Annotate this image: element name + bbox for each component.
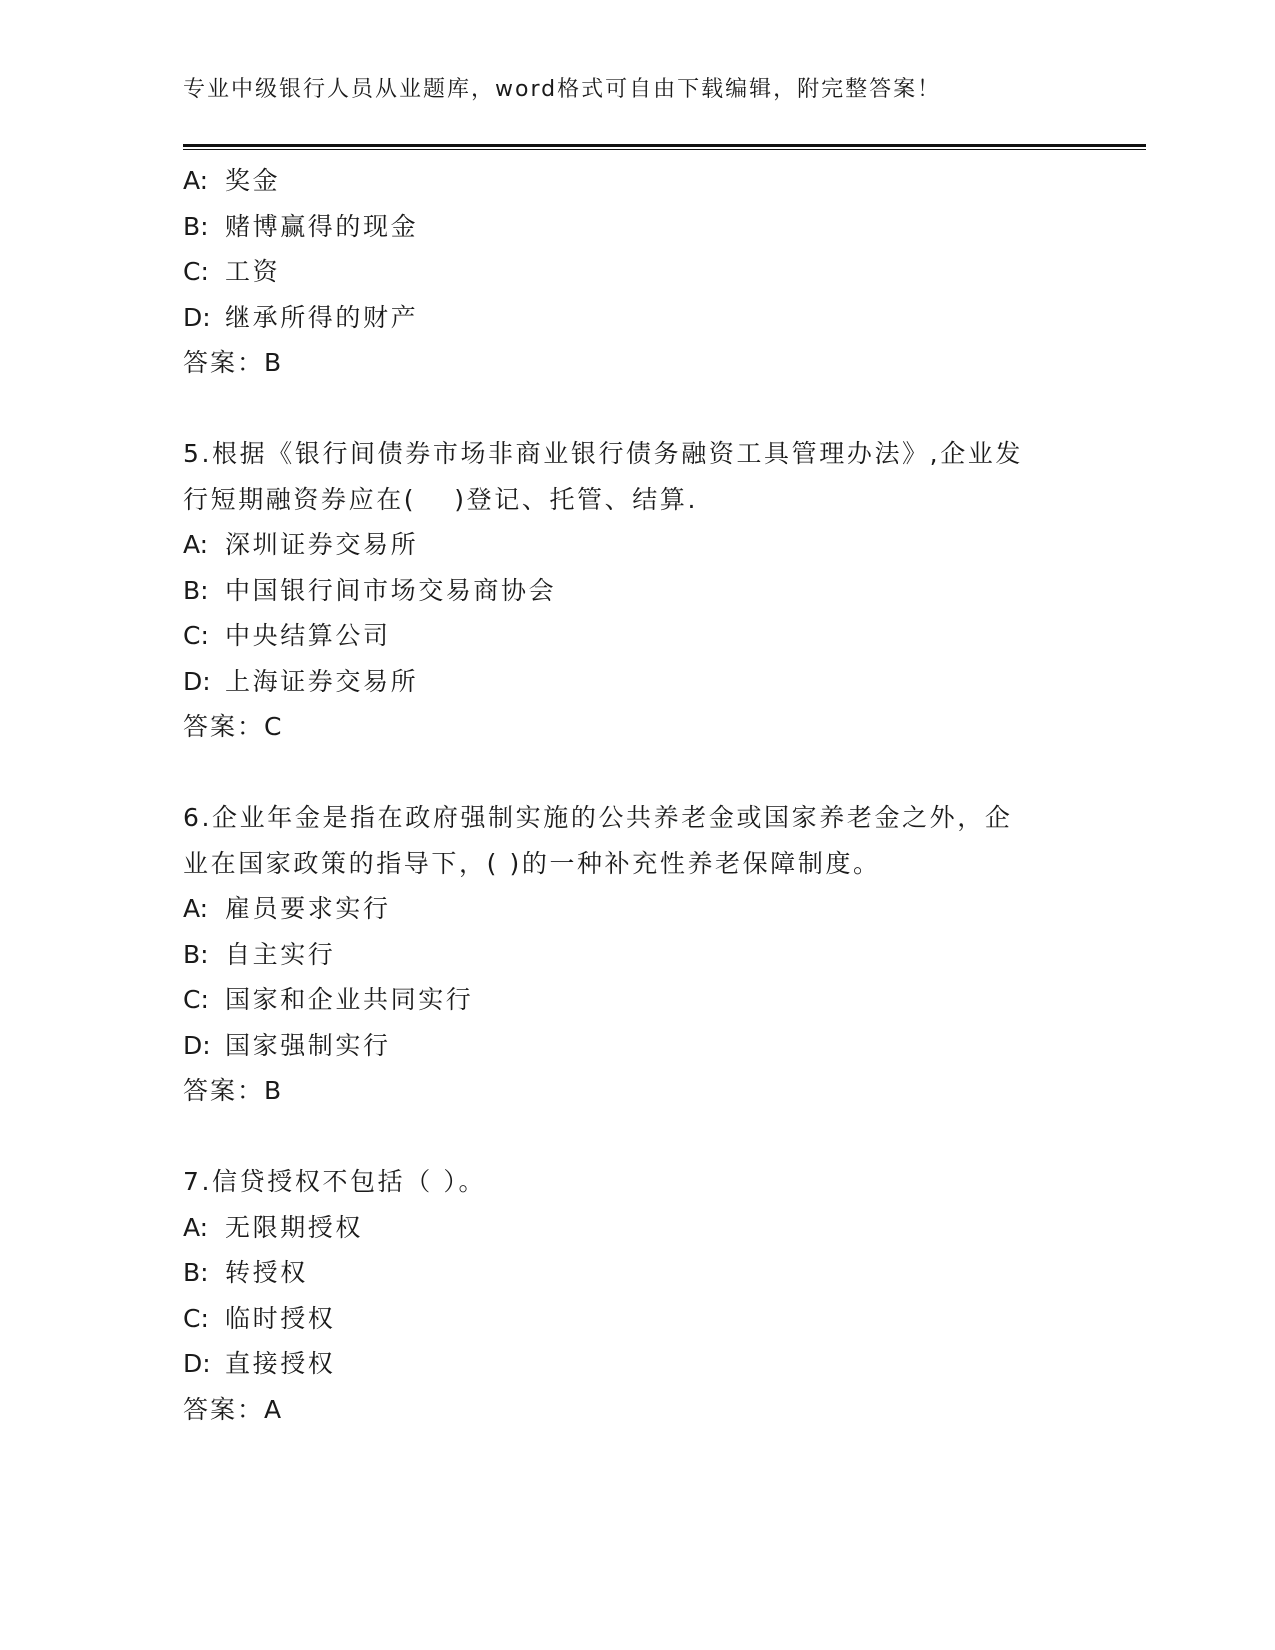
option-d — [183, 1341, 1083, 1387]
option-b — [183, 568, 1083, 614]
option-text: 无限期授权 — [225, 1212, 364, 1242]
option-text: 自主实行 — [225, 939, 336, 969]
option-a — [183, 522, 1083, 568]
option-letter: A: — [183, 530, 209, 559]
question-list — [183, 158, 1083, 1432]
option-letter: A: — [183, 894, 209, 923]
answer-label: 答案： — [183, 712, 265, 741]
option-b — [183, 204, 1083, 250]
page-header: 专业中级银行人员从业题库，word格式可自由下载编辑，附完整答案！ — [183, 77, 942, 102]
answer-line — [183, 1387, 1083, 1433]
option-c — [183, 1296, 1083, 1342]
question-stem-line: 7.信贷授权不包括（ ）。 — [183, 1167, 487, 1196]
option-a — [183, 1205, 1083, 1251]
answer-value: C — [264, 712, 282, 741]
option-text: 雇员要求实行 — [225, 894, 391, 923]
option-text: 临时授权 — [225, 1303, 336, 1333]
option-letter: D: — [183, 1349, 211, 1378]
option-letter: D: — [183, 666, 211, 696]
option-text: 直接授权 — [225, 1349, 336, 1378]
option-c — [183, 977, 1083, 1023]
answer-label: 答案： — [183, 348, 265, 377]
question-stem-line: 业在国家政策的指导下，( )的一种补充性养老保障制度。 — [183, 848, 881, 878]
option-text: 奖金 — [225, 166, 281, 195]
option-d — [183, 1023, 1083, 1069]
option-text: 赌博赢得的现金 — [225, 211, 419, 241]
question-5 — [183, 431, 1083, 750]
question-spacer — [183, 386, 1083, 432]
option-letter: B: — [183, 211, 209, 241]
option-text: 转授权 — [225, 1258, 308, 1287]
option-letter: B: — [183, 575, 209, 605]
option-a — [183, 886, 1083, 932]
answer-value: A — [264, 1394, 282, 1424]
answer-label: 答案： — [183, 1076, 265, 1105]
option-letter: C: — [183, 985, 209, 1014]
option-text: 工资 — [225, 257, 281, 286]
option-letter: B: — [183, 1258, 209, 1287]
option-letter: C: — [183, 621, 209, 650]
option-a — [183, 158, 1083, 204]
question-spacer — [183, 750, 1083, 796]
option-text: 中国银行间市场交易商协会 — [225, 575, 557, 605]
option-letter: A: — [183, 166, 209, 195]
option-letter: D: — [183, 1030, 211, 1060]
question-stem-line: 5.根据《银行间债券市场非商业银行债务融资工具管理办法》,企业发 — [183, 439, 1024, 468]
question-7 — [183, 1159, 1083, 1432]
option-text: 国家强制实行 — [225, 1030, 391, 1060]
question-stem-line: 行短期融资券应在( )登记、托管、结算. — [183, 484, 699, 514]
answer-line — [183, 704, 1083, 750]
option-b — [183, 1250, 1083, 1296]
answer-line — [183, 1068, 1083, 1114]
question-stem-line: 6.企业年金是指在政府强制实施的公共养老金或国家养老金之外，企 — [183, 803, 1013, 832]
option-text: 深圳证券交易所 — [225, 530, 419, 559]
option-text: 继承所得的财产 — [225, 302, 419, 332]
question-4 — [183, 158, 1083, 386]
answer-value: B — [264, 348, 282, 377]
option-b — [183, 932, 1083, 978]
option-text: 国家和企业共同实行 — [225, 985, 474, 1014]
question-6 — [183, 795, 1083, 1114]
option-letter: C: — [183, 1303, 209, 1333]
option-letter: A: — [183, 1212, 209, 1242]
option-text: 上海证券交易所 — [225, 666, 419, 696]
answer-label: 答案： — [183, 1394, 265, 1424]
header-divider — [183, 144, 1146, 150]
answer-line — [183, 340, 1083, 386]
option-letter: C: — [183, 257, 209, 286]
option-d — [183, 659, 1083, 705]
option-letter: B: — [183, 939, 209, 969]
option-c — [183, 613, 1083, 659]
option-letter: D: — [183, 302, 211, 332]
question-spacer — [183, 1114, 1083, 1160]
option-c — [183, 249, 1083, 295]
option-d — [183, 295, 1083, 341]
option-text: 中央结算公司 — [225, 621, 391, 650]
answer-value: B — [264, 1076, 282, 1105]
